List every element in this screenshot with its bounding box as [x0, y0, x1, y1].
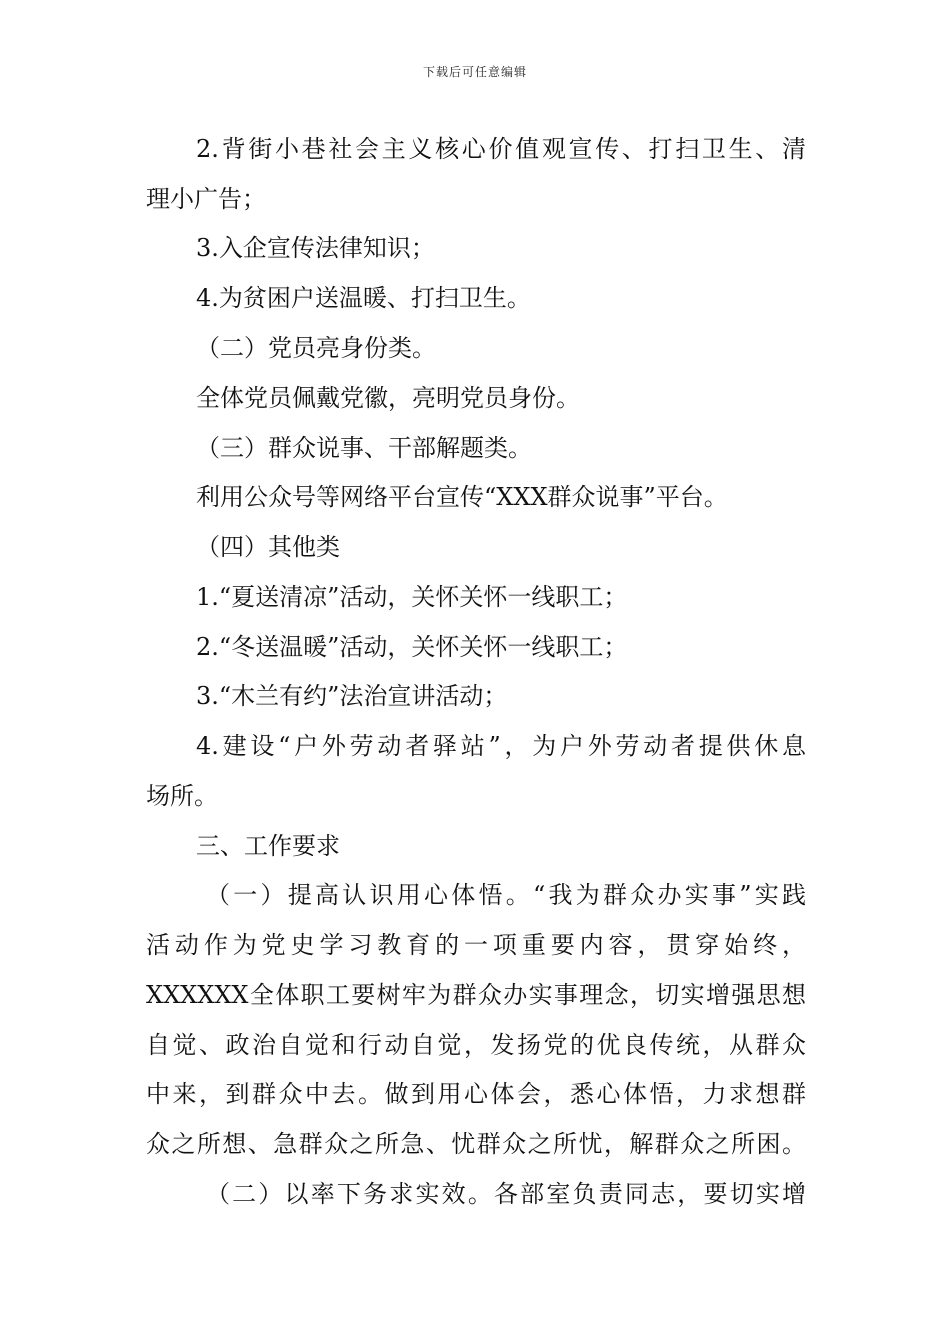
body-line: （二）以率下务求实效。各部室负责同志，要切实增 — [206, 1180, 806, 1208]
body-line: 全体党员佩戴党徽，亮明党员身份。 — [196, 384, 580, 412]
body-line: 3.入企宣传法律知识； — [196, 234, 435, 262]
body-line: （一）提高认识用心体悟。“我为群众办实事”实践 — [206, 881, 806, 909]
section-heading: （二）党员亮身份类。 — [196, 334, 436, 362]
body-line: 2.背街小巷社会主义核心价值观宣传、打扫卫生、清 — [196, 135, 806, 163]
body-line: 场所。 — [146, 782, 218, 810]
body-line: 中来，到群众中去。做到用心体会，悉心体悟，力求想群 — [146, 1080, 806, 1108]
section-heading: （三）群众说事、干部解题类。 — [196, 434, 532, 462]
page-header-note: 下载后可任意编辑 — [422, 65, 527, 79]
body-line: 2.“冬送温暖”活动，关怀关怀一线职工； — [196, 633, 628, 661]
body-line: 4.为贫困户送温暖、打扫卫生。 — [196, 284, 531, 312]
body-line: 利用公众号等网络平台宣传“XXX群众说事”平台。 — [196, 483, 728, 511]
section-heading: 三、工作要求 — [196, 832, 340, 860]
body-line: XXXXXX全体职工要树牢为群众办实事理念，切实增强思想 — [146, 981, 806, 1009]
section-heading: （四）其他类 — [196, 533, 340, 561]
body-line: 众之所想、急群众之所急、忧群众之所忧，解群众之所困。 — [146, 1130, 806, 1158]
body-line: 4.建设“户外劳动者驿站”，为户外劳动者提供休息 — [196, 732, 806, 760]
body-line: 1.“夏送清凉”活动，关怀关怀一线职工； — [196, 583, 628, 611]
body-line: 3.“木兰有约”法治宣讲活动； — [196, 682, 508, 710]
body-line: 活动作为党史学习教育的一项重要内容，贯穿始终， — [146, 931, 806, 959]
body-line: 自觉、政治自觉和行动自觉，发扬党的优良传统，从群众 — [146, 1031, 806, 1059]
body-line: 理小广告； — [146, 185, 266, 213]
